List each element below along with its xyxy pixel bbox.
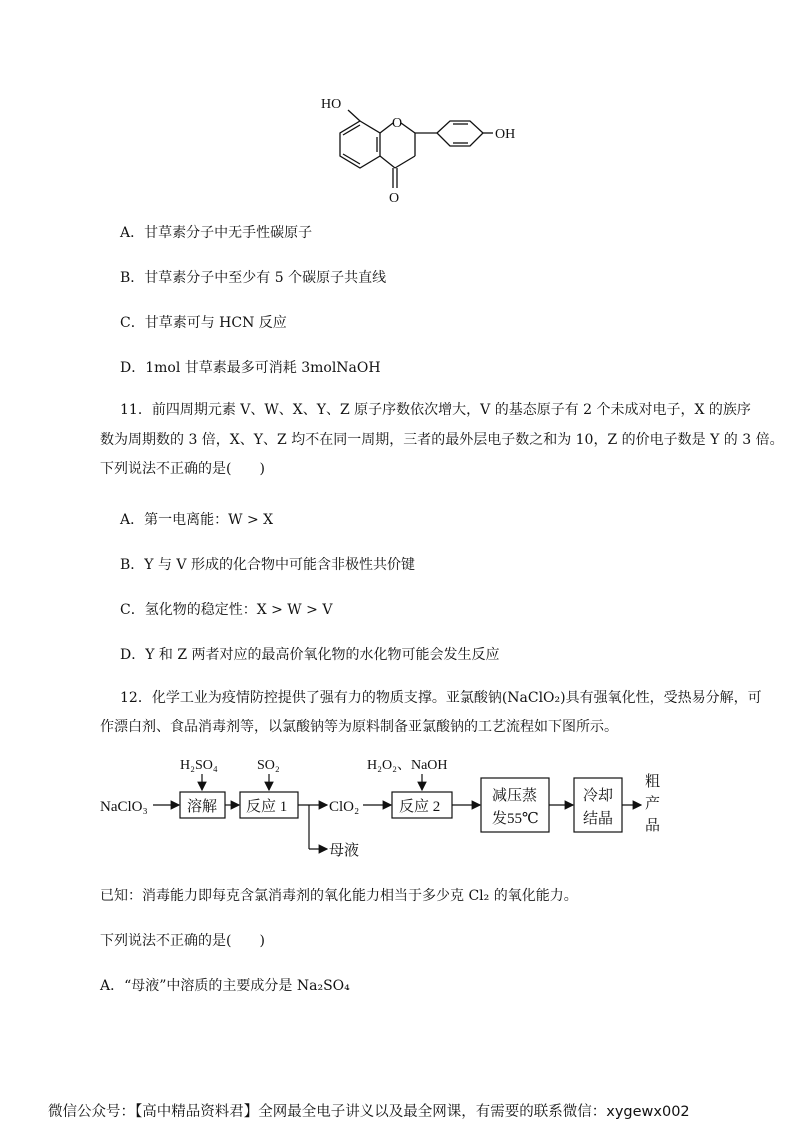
flow-step-reaction1: 反应 1 [246,799,288,815]
q11-stem-line2: 数为周期数的 3 倍，X、Y、Z 均不在同一周期，三者的最外层电子数之和为 10，Z 的价电子数是 Y 的 3 倍。 [100,432,784,448]
flow-step-evaporate-line1: 减压蒸 [492,788,538,804]
ho-label: HO [321,97,342,112]
flow-product-char2: 产 [645,796,661,812]
flow-reagent-so2: SO₂ [257,758,280,773]
footer-watermark: 微信公众号：【高中精品资料君】全网最全电子讲义以及最全网课，有需要的联系微信：xygewx002 [48,1104,690,1120]
carbonyl-oxygen-label: O [389,191,400,206]
q12-option-a: A．“母液”中溶质的主要成分是 Na₂SO₄ [100,978,350,994]
q10-option-d: D．1mol 甘草素最多可消耗 3molNaOH [120,360,381,376]
flow-step-evaporate-line2: 发55℃ [492,811,539,827]
flow-reagent-h2o2-naoh: H₂O₂、NaOH [367,758,448,773]
q10-option-a: A．甘草素分子中无手性碳原子 [120,225,313,241]
flow-intermediate-clo2: ClO₂ [329,799,360,815]
q12-known: 已知：消毒能力即每克含氯消毒剂的氧化能力相当于多少克 Cl₂ 的氧化能力。 [100,888,578,904]
ring-oxygen-label: O [392,116,403,131]
flow-reagent-h2so4: H₂SO₄ [180,758,218,773]
flow-product-char3: 品 [645,818,661,834]
flow-start-material: NaClO₃ [100,799,148,815]
q12-ask: 下列说法不正确的是( ) [100,933,265,949]
liquiritigenin-structure [315,90,545,210]
q12-stem-line2: 作漂白剂、食品消毒剂等，以氯酸钠等为原料制备亚氯酸钠的工艺流程如下图所示。 [100,719,618,735]
q11-stem-line1: 11．前四周期元素 V、W、X、Y、Z 原子序数依次增大，V 的基态原子有 2 个未成对电子，X 的族序 [120,402,751,418]
q10-option-c: C．甘草素可与 HCN 反应 [120,315,287,331]
q11-option-c: C．氢化物的稳定性：X > W > V [120,602,333,618]
q12-stem-line1: 12．化学工业为疫情防控提供了强有力的物质支撑。亚氯酸钠(NaClO₂)具有强氧化性，受热易分解，可 [120,690,762,706]
oh-label: OH [495,127,516,142]
flow-step-reaction2: 反应 2 [399,799,441,815]
q11-option-d: D．Y 和 Z 两者对应的最高价氧化物的水化物可能会发生反应 [120,647,500,663]
q11-option-b: B．Y 与 V 形成的化合物中可能含非极性共价键 [120,557,415,573]
flow-step-dissolve: 溶解 [187,799,218,815]
q10-option-b: B．甘草素分子中至少有 5 个碳原子共直线 [120,270,387,286]
q11-stem-line3: 下列说法不正确的是( ) [100,461,265,477]
flow-step-crystallize-line1: 冷却 [583,788,614,804]
q11-option-a: A．第一电离能：W > X [120,512,274,528]
flow-product-char1: 粗 [645,774,661,790]
flow-step-crystallize-line2: 结晶 [583,811,614,827]
flow-mother-liquor: 母液 [329,843,360,859]
process-flow-diagram [95,752,695,867]
